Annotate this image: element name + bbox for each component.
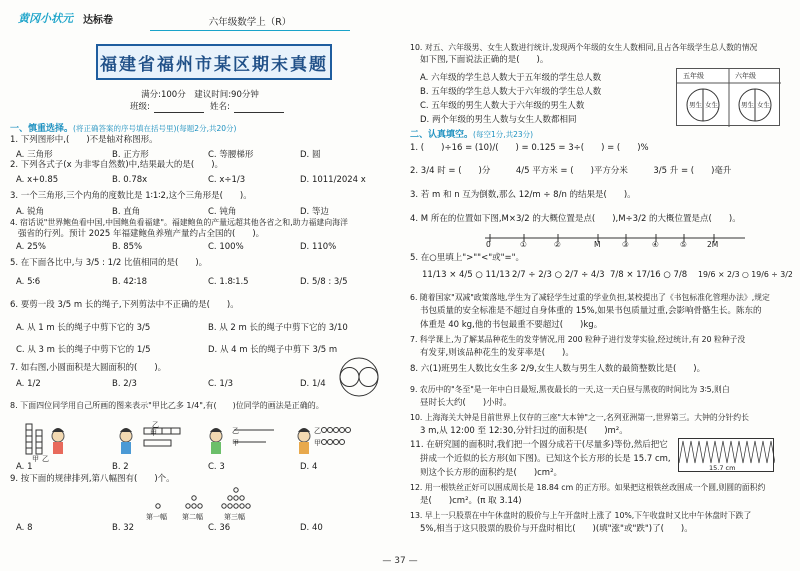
grade-pie-charts — [676, 68, 780, 126]
strip-length-label: 15.7 cm — [709, 464, 736, 472]
q6-option-c[interactable]: C. 从 3 m 长的绳子中剪下它的 1/5 — [16, 345, 151, 355]
fill-11-line-1: 11. 在研究圆的面积时,我们把一个圆分成若干(尽量多)等份,然后把它 — [410, 440, 668, 450]
fill-5-item-2[interactable]: 2/7 ÷ 2/3 ○ 2/7 ÷ 4/3 — [512, 270, 605, 280]
q5-option-c[interactable]: C. 1.8∶1.5 — [208, 277, 249, 287]
pie5-girl-label: 女生 — [705, 101, 718, 109]
question-5: 5. 在下面各比中,与 3/5 : 1/2 比值相同的是( )。 — [10, 258, 208, 268]
q9-option-c[interactable]: C. 36 — [208, 523, 231, 533]
q8-student-figures — [22, 418, 382, 458]
fill-9-line-2: 昼时长大约( )小时。 — [420, 398, 512, 408]
q3-option-c[interactable]: C. 钝角 — [208, 207, 237, 217]
fill-7-line-1: 7. 科学课上,为了解某品种花生的发芽情况,用 200 粒种子进行发芽实验,经过统计,有 20 粒种子没 — [410, 335, 746, 344]
page-number: — 37 — — [382, 556, 418, 566]
question-9: 9. 按下面的规律排列,第八幅图有( )个。 — [10, 474, 175, 484]
q9-fig-1-label: 第一幅 — [146, 513, 167, 521]
q5-option-b[interactable]: B. 42∶18 — [112, 277, 148, 287]
q10-option-c[interactable]: C. 五年级的男生人数大于六年级的男生人数 — [420, 101, 585, 111]
pie-label-grade6: 六年级 — [735, 72, 756, 80]
pie5-boy-label: 男生 — [689, 101, 702, 109]
name-label: 姓名: — [210, 102, 230, 112]
fill-5-item-4[interactable]: 19/6 × 2/3 ○ 19/6 ÷ 3/2 — [698, 270, 793, 279]
q7-option-d[interactable]: D. 1/4 — [300, 379, 326, 389]
q9-option-a[interactable]: A. 8 — [16, 523, 33, 533]
grade-label: 六年级数学上（R） — [150, 14, 350, 31]
q8-option-c[interactable]: C. 3 — [208, 462, 225, 472]
fill-5: 5. 在○里填上">""<"或"="。 — [410, 253, 525, 263]
fill-6-line-2: 书包质量的安全标准是不超过自身体重的 15%,如果书包质量过重,会影响骨骼生长。陈东的 — [420, 306, 762, 316]
numline-3: ③ — [622, 240, 629, 249]
q3-option-b[interactable]: B. 直角 — [112, 207, 141, 217]
question-3: 3. 一个三角形,三个内角的度数比是 1∶1∶2,这个三角形是( )。 — [10, 191, 252, 201]
numline-5: ⑤ — [680, 240, 687, 249]
question-10-line-2: 如下图,下面说法正确的是( )。 — [420, 55, 549, 65]
q8-label-yi-4: 乙 — [314, 427, 321, 435]
fill-12-line-1: 12. 用一根铁丝正好可以围成周长是 18.84 cm 的正方形。如果把这根铁丝改围成一个圆,则圆的面积约 — [410, 483, 766, 492]
question-4-line-2: 强省的行列。预计 2025 年福建鲍鱼养殖产量约占全国的( )。 — [18, 229, 265, 239]
fill-10-line-1: 10. 上海海关大钟是目前世界上仅存的三座"大本钟"之一,名列亚洲第一,世界第三。大钟的分针约长 — [410, 413, 749, 422]
fill-5-item-3[interactable]: 7/8 × 17/16 ○ 7/8 — [610, 270, 688, 280]
name-blank[interactable] — [234, 112, 284, 113]
q8-label-yi-3: 乙 — [232, 427, 239, 435]
question-1: 1. 下列图形中,( )不是轴对称图形。 — [10, 135, 158, 145]
fill-11-line-2: 拼成一个近似的长方形(如下图)。已知这个长方形的长是 15.7 cm, — [420, 454, 671, 464]
q9-fig-2-label: 第二幅 — [182, 513, 203, 521]
q9-option-b[interactable]: B. 32 — [112, 523, 135, 533]
q3-option-d[interactable]: D. 等边 — [300, 207, 329, 217]
class-blank[interactable] — [154, 112, 204, 113]
numline-1: ① — [520, 240, 527, 249]
q4-option-a[interactable]: A. 25% — [16, 242, 46, 252]
q8-option-b[interactable]: B. 2 — [112, 462, 129, 472]
q8-option-d[interactable]: D. 4 — [300, 462, 318, 472]
q5-option-d[interactable]: D. 5/8 : 3/5 — [300, 277, 348, 287]
fill-10-line-2: 3 m,从 12:00 至 12:30,分针扫过的面积是( )m²。 — [420, 426, 628, 436]
q9-option-d[interactable]: D. 40 — [300, 523, 323, 533]
q2-option-c[interactable]: C. x÷1/3 — [208, 175, 246, 185]
q8-option-a[interactable]: A. 1 — [16, 462, 33, 472]
section-2-title — [410, 127, 533, 140]
circle-rectangle-strip — [678, 438, 774, 472]
q8-label-jia-1: 甲 — [32, 455, 39, 463]
fill-11-line-3: 则这个长方形的面积约是( )cm²。 — [420, 468, 562, 478]
q8-label-yi-2: 乙 — [152, 421, 159, 429]
q4-option-b[interactable]: B. 85% — [112, 242, 143, 252]
brand-logo: 黄冈小状元 — [18, 12, 73, 25]
q8-label-jia-3: 甲 — [232, 439, 239, 447]
fill-8: 8. 六(1)班男生人数比女生多 2/9,女生人数与男生人数的最简整数比是( )。 — [410, 364, 706, 374]
question-2: 2. 下列各式子(x 为非零自然数)中,结果最大的是( )。 — [10, 160, 224, 170]
circle-figure — [338, 356, 380, 398]
section-1-heading: 一、慎重选择。 — [10, 124, 74, 134]
q8-label-jia-2: 甲 — [150, 429, 157, 437]
fill-4: 4. M 所在的位置如下图,M×3/2 的大概位置是点( ),M÷3/2 的大概位置是点( )。 — [410, 214, 741, 224]
question-6: 6. 要剪一段 3/5 m 长的绳子,下列剪法中不正确的是( )。 — [10, 300, 239, 310]
q6-option-d[interactable]: D. 从 4 m 长的绳子中剪下 3/5 m — [208, 345, 338, 355]
q1-option-d[interactable]: D. 圆 — [300, 150, 321, 160]
sector-strip-graphic — [679, 439, 775, 465]
numline-4: ④ — [652, 240, 659, 249]
question-10-line-1: 10. 对五、六年级男、女生人数进行统计,发现两个年级的女生人数相同,且占各年级学生总人数的情况 — [410, 43, 758, 52]
q9-fig-3-label: 第三幅 — [224, 513, 245, 521]
q9-dot-pattern — [140, 486, 260, 514]
q10-option-a[interactable]: A. 六年级的学生总人数大于五年级的学生总人数 — [420, 73, 602, 83]
q2-option-b[interactable]: B. 0.78x — [112, 175, 148, 185]
fill-3: 3. 若 m 和 n 互为倒数,那么 12/m ÷ 8/n 的结果是( )。 — [410, 190, 636, 200]
numline-m: M — [594, 240, 601, 249]
q1-option-b[interactable]: B. 正方形 — [112, 150, 149, 160]
brand-subtitle: 达标卷 — [83, 14, 113, 26]
q3-option-a[interactable]: A. 锐角 — [16, 207, 45, 217]
q6-option-a[interactable]: A. 从 1 m 长的绳子中剪下它的 3/5 — [16, 323, 151, 333]
fill-7-line-2: 有发芽,则该品种花生的发芽率是( )。 — [420, 348, 574, 358]
fill-6-line-1: 6. 随着国家"双减"政策落地,学生为了减轻学生过重的学业负担,某校提出了《书包标准化管理办法》,规定 — [410, 293, 770, 302]
q1-option-a[interactable]: A. 三角形 — [16, 150, 53, 160]
q10-option-b[interactable]: B. 五年级的学生总人数大于六年级的学生总人数 — [420, 87, 602, 97]
class-label: 班级: — [130, 102, 150, 112]
fill-13-line-2: 5%,相当于这只股票的股价与开盘时相比( )(填"涨"或"跌")了( )。 — [420, 524, 693, 534]
pie6-girl-label: 女生 — [757, 101, 770, 109]
q2-option-a[interactable]: A. x+0.85 — [16, 175, 59, 185]
section-2-heading: 二、认真填空。 — [410, 130, 474, 140]
section-2-note: (每空1分,共23分) — [473, 130, 534, 139]
fill-9-line-1: 9. 农历中的"冬至"是一年中白日最短,黑夜最长的一天,这一天白昼与黑夜的时间比为 3∶5,则白 — [410, 385, 730, 394]
section-1-title — [10, 121, 236, 134]
fill-1: 1. ( )÷16 = (10)/( ) = 0.125 = 3÷( ) = ( )% — [410, 143, 649, 153]
q7-option-b[interactable]: B. 2/3 — [112, 379, 137, 389]
q4-option-c[interactable]: C. 100% — [208, 242, 244, 252]
q5-option-a[interactable]: A. 5∶6 — [16, 277, 41, 287]
numline-0: 0 — [486, 240, 491, 249]
page-title: 福建省福州市某区期末真题 — [100, 54, 328, 75]
q4-option-d[interactable]: D. 110% — [300, 242, 337, 252]
q6-option-b[interactable]: B. 从 2 m 长的绳子中剪下它的 3/10 — [208, 323, 348, 333]
question-4-line-1: 4. 宿话说"世界鲍鱼看中国,中国鲍鱼看福建"。福建鲍鱼的产量远超其他各省之和,助力福建向海洋 — [10, 218, 348, 227]
question-7: 7. 如右图,小圆面积是大圆面积的( )。 — [10, 363, 167, 373]
question-8: 8. 下面四位同学用自己所画的图来表示"甲比乙多 1/4",有( )位同学的画法是正确的。 — [10, 401, 324, 410]
numline-2m: 2M — [707, 240, 719, 249]
fill-6-line-3: 体重是 40 kg,他的书包最重不要超过( )kg。 — [420, 320, 603, 330]
fill-2: 2. 3/4 时 = ( )分 4/5 平方米 = ( )平方分米 3/5 升 = ( )毫升 — [410, 166, 732, 176]
section-1-note: (将正确答案的序号填在括号里)(每题2分,共20分) — [73, 124, 237, 133]
pie6-boy-label: 男生 — [741, 101, 754, 109]
q1-option-c[interactable]: C. 等腰梯形 — [208, 150, 254, 160]
q7-option-a[interactable]: A. 1/2 — [16, 379, 41, 389]
fill-5-item-1[interactable]: 11/13 × 4/5 ○ 11/13 — [422, 270, 511, 280]
fill-12-line-2: 是( )cm²。(π 取 3.14) — [420, 496, 522, 506]
numline-2: ② — [554, 240, 561, 249]
q8-label-yi-1: 乙 — [42, 455, 49, 463]
q8-label-jia-4: 甲 — [314, 439, 321, 447]
exam-info: 满分:100分 建议时间:90分钟 — [141, 90, 259, 100]
q7-option-c[interactable]: C. 1/3 — [208, 379, 234, 389]
fill-13-line-1: 13. 早上一只股票在中午休盘时的股价与上午开盘时上涨了 10%,下午收盘时又比中午休盘时下跌了 — [410, 511, 752, 520]
q10-option-d[interactable]: D. 两个年级的男生人数与女生人数都相同 — [420, 115, 577, 125]
title-banner — [96, 44, 332, 80]
pie-label-grade5: 五年级 — [683, 72, 704, 80]
brand-header — [18, 10, 113, 26]
q2-option-d[interactable]: D. 1011/2024 x — [300, 175, 366, 185]
